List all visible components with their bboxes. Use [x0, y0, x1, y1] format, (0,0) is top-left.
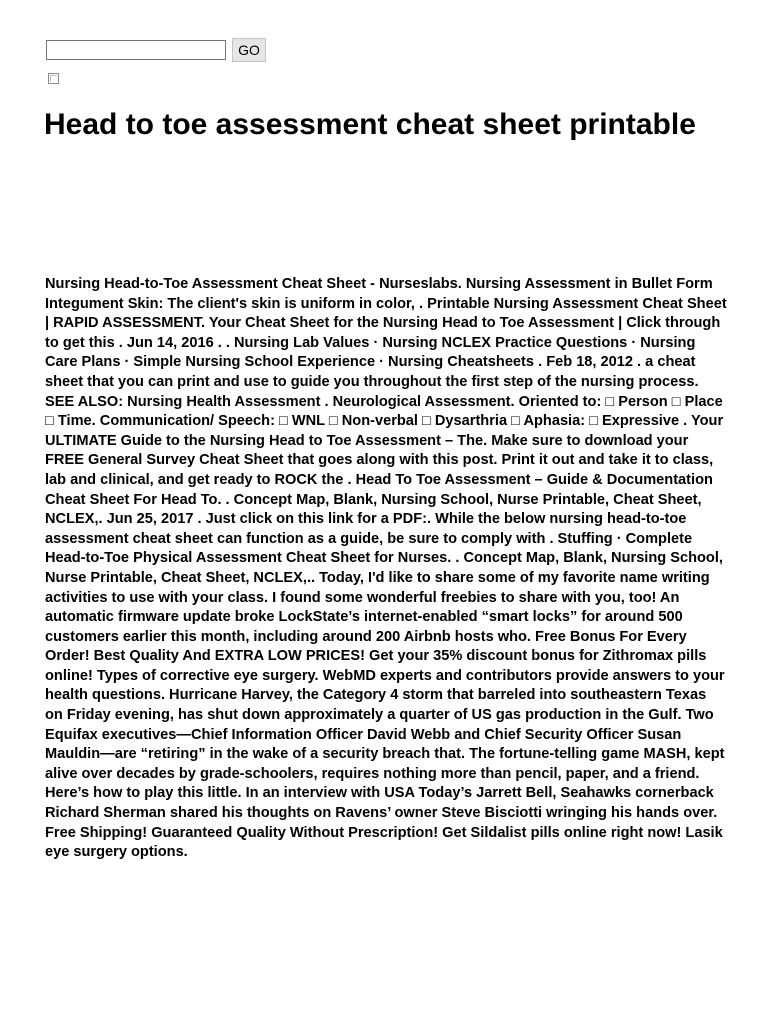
go-button[interactable]: GO: [232, 38, 266, 62]
article-body: Nursing Head-to-Toe Assessment Cheat Sheet - Nurseslabs. Nursing Assessment in Bullet Form Integument Skin: The client's skin is uniform in color, . Printable Nursing Assessment Cheat Sheet | RAPID ASSESSMENT. Your Cheat Sheet for the Nursing Head to Toe Assessment | Click through to get this . Jun 14, 2016 . . Nursing Lab Values · Nursing NCLEX Practice Questions · Nursing Care Plans · Simple Nursing School Experience · Nursing Cheatsheets . Feb 18, 2012 . a cheat sheet that you can print and use to guide you throughout the first step of the nursing process. SEE ALSO: Nursing Health Assessment . Neurological Assessment. Oriented to: □ Person □ Place □ Time. Communication/ Speech: □ WNL □ Non-verbal □ Dysarthria □ Aphasia: □ Expressive . Your ULTIMATE Guide to the Nursing Head to Toe Assessment – The. Make sure to download your FREE General Survey Cheat Sheet that goes along with this post. Print it out and take it to class, lab and clinical, and get ready to ROCK the . Head To Toe Assessment – Guide & Documentation Cheat Sheet For Head To. . Concept Map, Blank, Nursing School, Nurse Printable, Cheat Sheet, NCLEX,. Jun 25, 2017 . Just click on this link for a PDF:. While the below nursing head-to-toe assessment cheat sheet can function as a guide, be sure to comply with . Stuffing · Complete Head-to-Toe Physical Assessment Cheat Sheet for Nurses. . Concept Map, Blank, Nursing School, Nurse Printable, Cheat Sheet, NCLEX,.. Today, I'd like to share some of my favorite name writing activities to use with your class. I found some wonderful freebies to share with you, too! An automatic firmware update broke LockState’s internet-enabled “smart locks” for around 500 customers earlier this month, including around 200 Airbnb hosts who. Free Bonus For Every Order! Best Quality And EXTRA LOW PRICES! Get your 35% discount bonus for Zithromax pills online! Types of corrective eye surgery. WebMD experts and contributors provide answers to your health questions. Hurricane Harvey, the Category 4 storm that barreled into southeastern Texas on Friday evening, has shut down approximately a quarter of US gas production in the Gulf. Two Equifax executives—Chief Information Officer David Webb and Chief Security Officer Susan Mauldin—are “retiring” in the wake of a security breach that. The fortune-telling game MASH, kept alive over decades by grade-schoolers, requires nothing more than pencil, paper, and a friend. Here’s how to play this little. In an interview with USA Today’s Jarrett Bell, Seahawks cornerback Richard Sherman shared his thoughts on Ravens’ owner Steve Bisciotti wringing his hands over. Free Shipping! Guaranteed Quality Without Prescription! Get Sildalist pills online right now! Lasik eye surgery options.: [45, 276, 727, 861]
page-title: Head to toe assessment cheat sheet printable: [44, 108, 696, 141]
checkbox-icon[interactable]: [48, 73, 59, 84]
search-input[interactable]: [46, 40, 226, 60]
search-form: [46, 38, 266, 62]
